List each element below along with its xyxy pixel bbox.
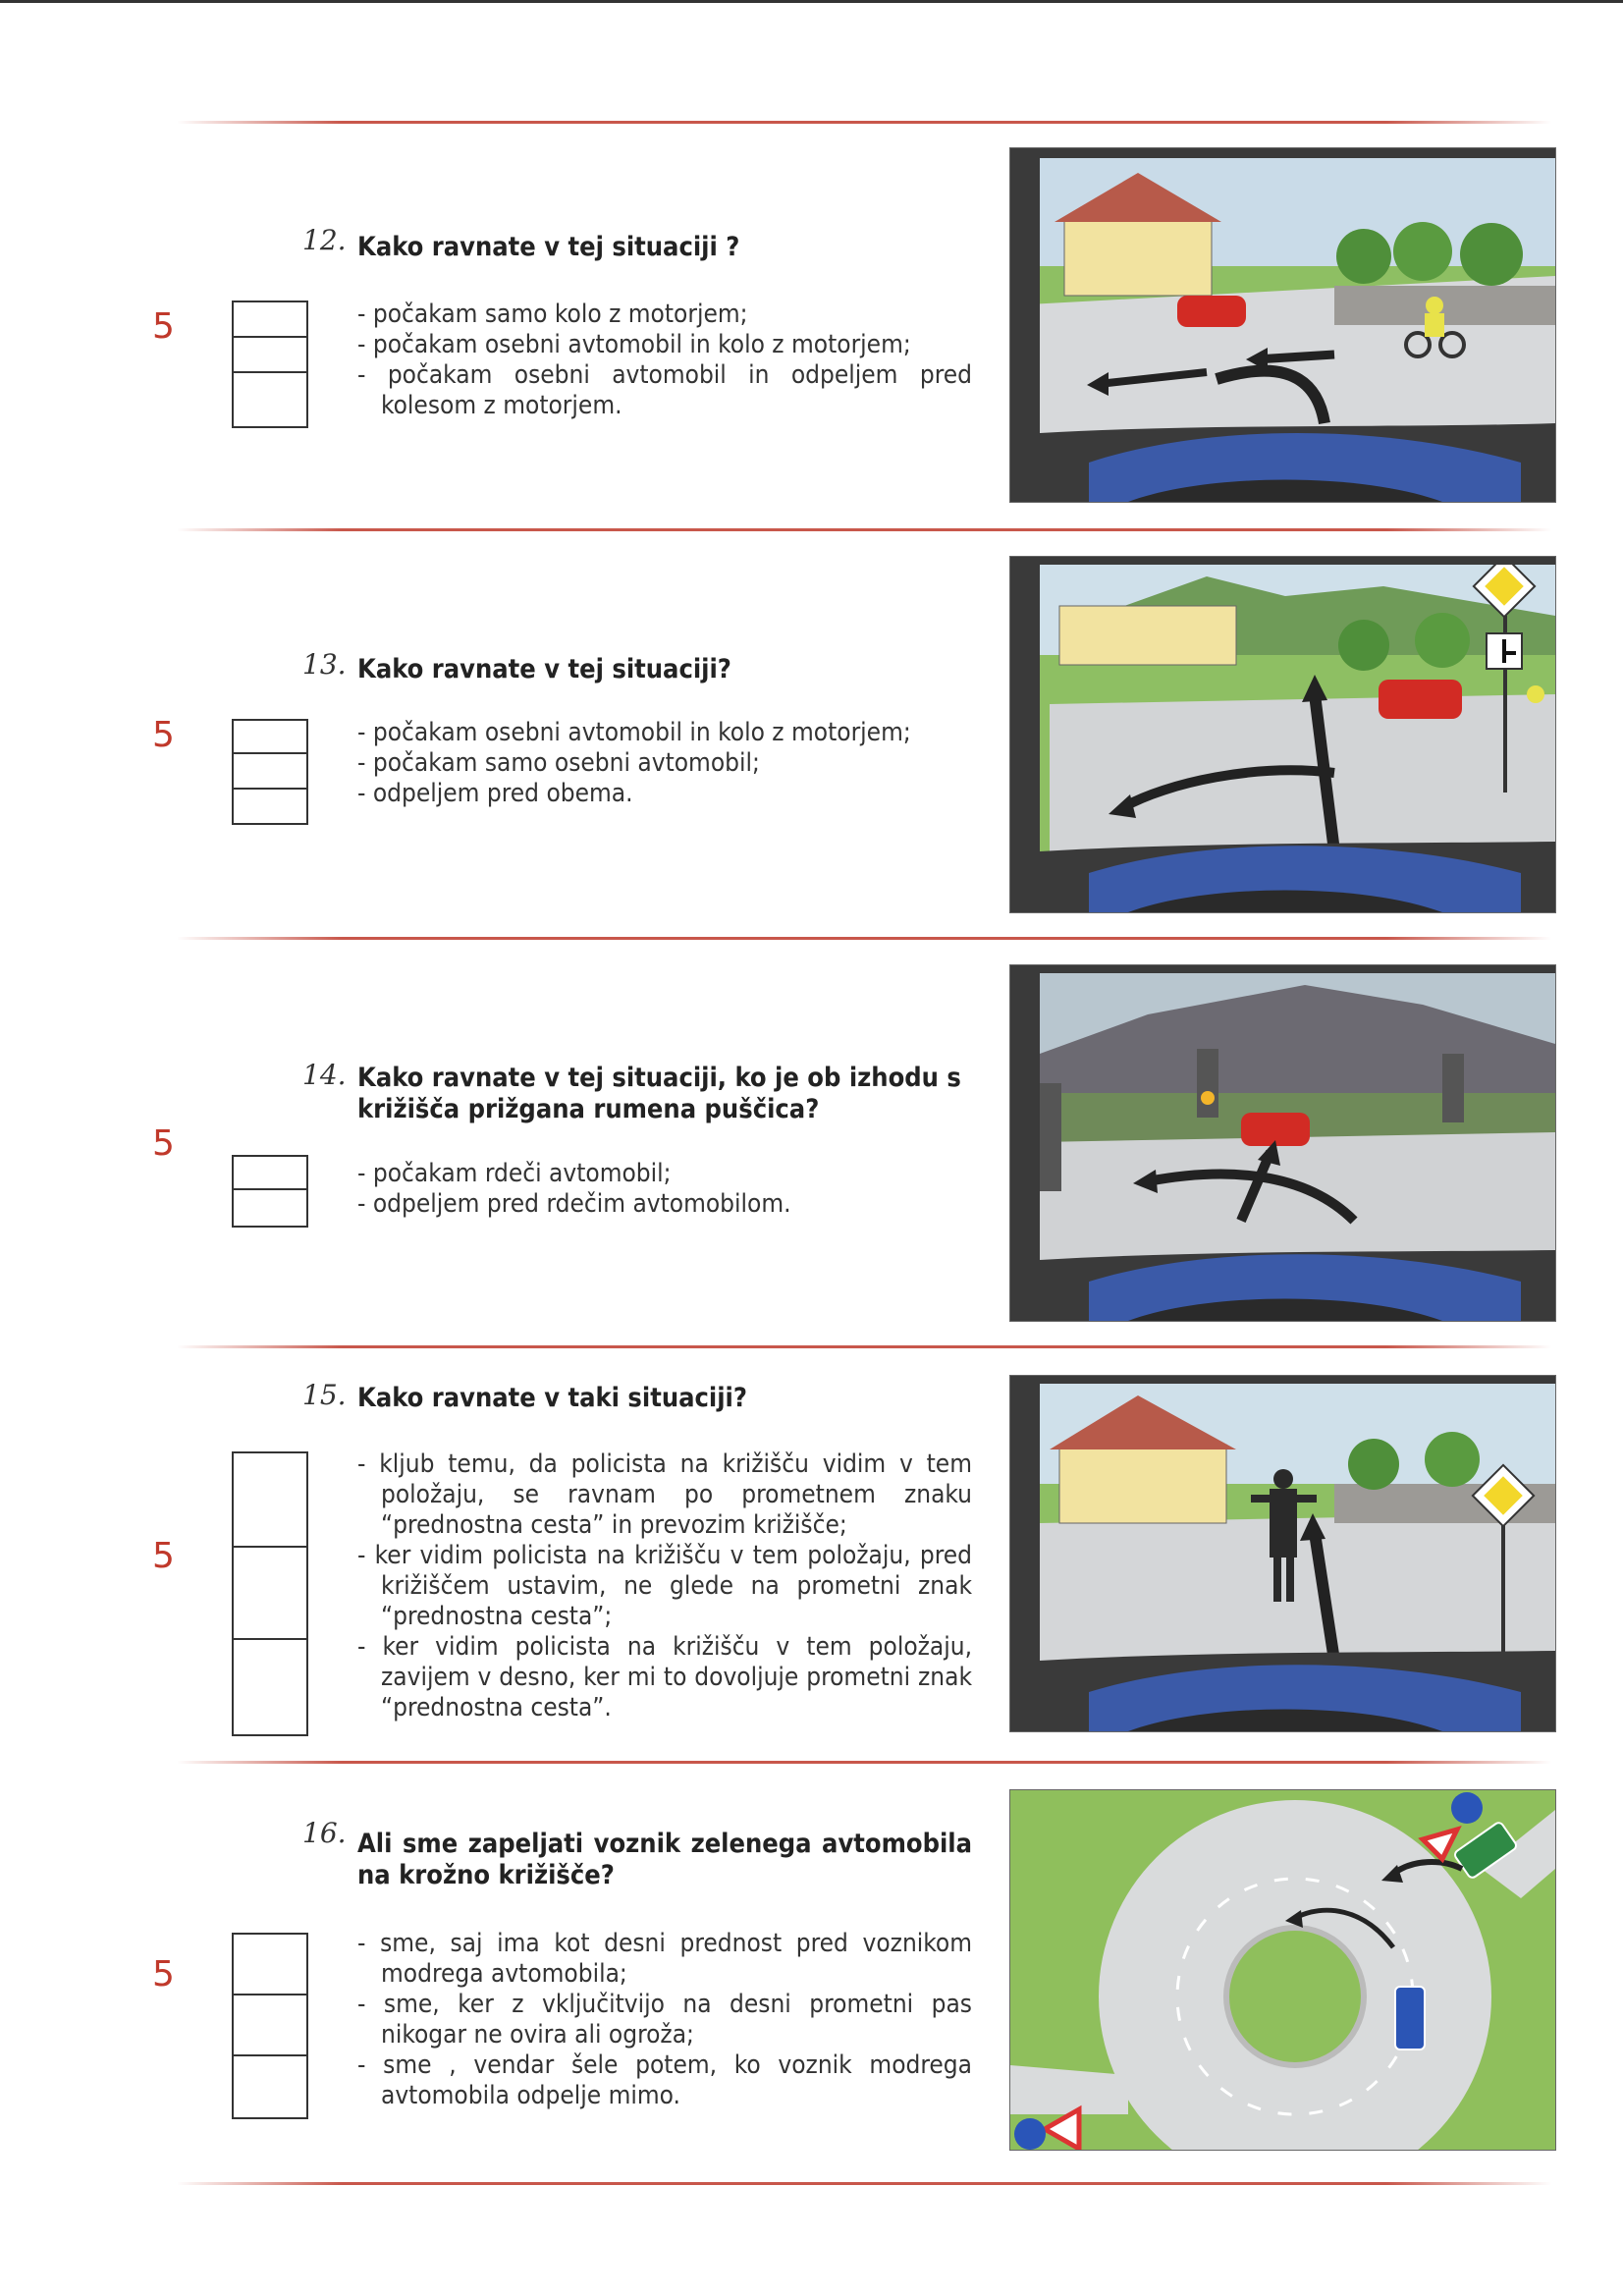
traffic-scene-image [1009, 1375, 1556, 1732]
answer-option: - kljub temu, da policista na križišču vidim v tem položaju, se ravnam po prometnem znaku “prednostna cesta” in prevozim križišče; [357, 1449, 972, 1540]
question-number: 12. [302, 224, 347, 256]
answer-checkboxes [232, 1933, 308, 2119]
answer-option: - ker vidim policista na križišču v tem položaju, pred križiščem ustavim, ne glede na prometni znak “prednostna cesta”; [357, 1541, 972, 1631]
answer-list [357, 1929, 972, 2111]
answer-checkboxes [232, 1451, 308, 1736]
answer-option: - sme, ker z vključitvijo na desni prometni pas nikogar ne ovira ali ogroža; [357, 1990, 972, 2050]
question-text: Kako ravnate v tej situaciji ? [357, 232, 740, 262]
answer-checkbox[interactable] [234, 790, 306, 823]
answer-checkbox[interactable] [234, 1640, 306, 1734]
separator [177, 1345, 1551, 1348]
answer-option: - sme , vendar šele potem, ko voznik modrega avtomobila odpelje mimo. [357, 2050, 972, 2110]
question-text: Kako ravnate v tej situaciji, ko je ob izhodu s križišča prižgana rumena puščica? [357, 1063, 961, 1124]
answer-checkbox[interactable] [234, 721, 306, 754]
answer-checkboxes [232, 1155, 308, 1228]
separator [177, 528, 1551, 531]
answer-list [357, 718, 972, 809]
separator [177, 2182, 1551, 2185]
answer-list [357, 1449, 972, 1723]
answer-checkbox[interactable] [234, 1453, 306, 1548]
answer-option: - počakam rdeči avtomobil; [357, 1159, 672, 1188]
points-label: 5 [152, 1123, 175, 1164]
answer-list [357, 300, 972, 421]
traffic-scene-image [1009, 556, 1556, 913]
question-number: 14. [302, 1059, 347, 1091]
answer-option: - odpeljem pred rdečim avtomobilom. [357, 1189, 791, 1219]
points-label: 5 [152, 1536, 175, 1576]
traffic-scene-image [1009, 147, 1556, 503]
question-text: Kako ravnate v tej situaciji? [357, 654, 731, 684]
answer-option: - počakam samo kolo z motorjem; [357, 300, 748, 329]
traffic-scene-image [1009, 964, 1556, 1322]
answer-option: - počakam osebni avtomobil in kolo z motorjem; [357, 330, 911, 359]
answer-checkbox[interactable] [234, 1157, 306, 1190]
points-label: 5 [152, 715, 175, 755]
question-text: Ali sme zapeljati voznik zelenega avtomobila na krožno križišče? [357, 1829, 972, 1890]
answer-checkbox[interactable] [234, 1548, 306, 1640]
answer-checkbox[interactable] [234, 373, 306, 426]
top-border [0, 0, 1623, 3]
answer-checkboxes [232, 719, 308, 825]
answer-option: - počakam samo osebni avtomobil; [357, 748, 760, 778]
answer-checkbox[interactable] [234, 1190, 306, 1226]
answer-checkbox[interactable] [234, 338, 306, 373]
separator [177, 937, 1551, 940]
answer-checkbox[interactable] [234, 2056, 306, 2117]
answer-checkbox[interactable] [234, 1935, 306, 1995]
answer-checkboxes [232, 301, 308, 428]
question-text: Kako ravnate v taki situaciji? [357, 1383, 747, 1413]
answer-list [357, 1159, 972, 1220]
separator [177, 1761, 1551, 1764]
answer-checkbox[interactable] [234, 754, 306, 790]
separator [177, 121, 1551, 124]
answer-option: - počakam osebni avtomobil in odpeljem pred kolesom z motorjem. [357, 360, 972, 420]
roundabout-scene-image [1009, 1789, 1556, 2151]
points-label: 5 [152, 1954, 175, 1995]
answer-checkbox[interactable] [234, 1995, 306, 2056]
answer-option: - počakam osebni avtomobil in kolo z motorjem; [357, 718, 911, 747]
question-number: 15. [302, 1379, 347, 1411]
question-number: 13. [302, 648, 347, 681]
answer-checkbox[interactable] [234, 302, 306, 338]
answer-option: - odpeljem pred obema. [357, 779, 633, 808]
answer-option: - ker vidim policista na križišču v tem položaju, zavijem v desno, ker mi to dovoljuje prometni znak “prednostna cesta”. [357, 1632, 972, 1722]
answer-option: - sme, saj ima kot desni prednost pred voznikom modrega avtomobila; [357, 1929, 972, 1989]
question-number: 16. [302, 1817, 347, 1849]
points-label: 5 [152, 306, 175, 347]
